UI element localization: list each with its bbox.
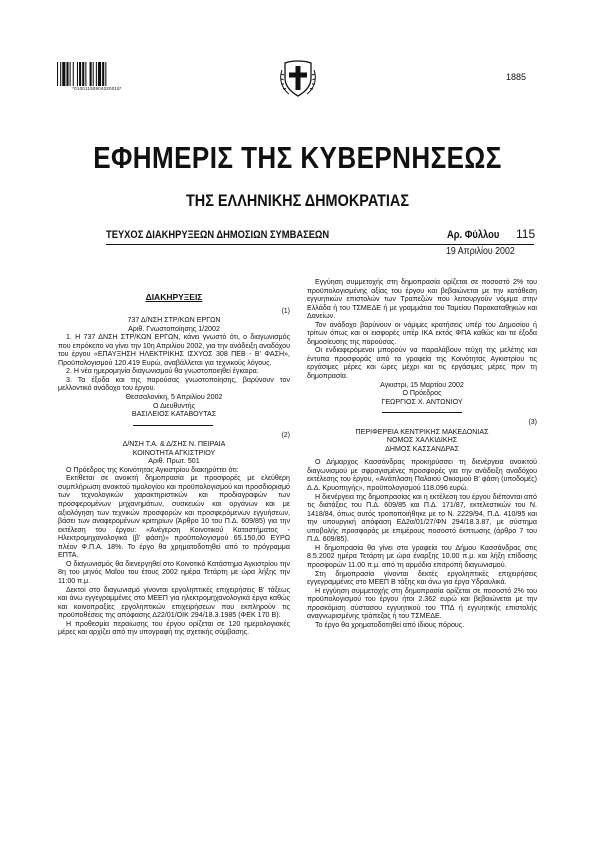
notice2-paragraph: Ο διαγωνισμός θα διενεργηθεί στο Κοινοτικό Κατάστημα Αγκιστρίου την 8η του μηνός Μαΐου του έτους 2002 ημέρα Τετάρτη με ώρα λήξης την 11:00 π.μ. xyxy=(58,559,290,585)
notice2-paragraph: Εκτίθεται σε ανοικτή δημοπρασία με προσφορές με ελεύθερη συμπλήρωση ανοικτού τιμολογίου και προϋπολογισμού και προσδιορισμό των τεχνολογικών χαρακτηριστικών και προδιαγραφών των προσφερομένων μηχανημάτων, συσκευών και οργάνων και με αξιολόγηση των τεχνικών προσφορών και προσφερόμενων εγγυήσεων, βάσει των αναφερομένων κριτηρίων (Άρθρο 10 του Π.Δ. 609/85) για την εκτέλεση του έργου: «Ανέγερση Κοινοτικού Καταστήματος - Ηλεκτρομηχανολογικά (β' φάση)» προϋπολογισμού 65.150,00 ΕΥΡΩ πλέον Φ.Π.Α. 18%. Το έργο θα χρηματοδοτηθεί από το πρόγραμμα ΕΠΤΑ. xyxy=(58,474,290,560)
notice3-authority: ΝΟΜΟΣ ΧΑΛΚΙΔΙΚΗΣ xyxy=(386,436,458,445)
notice1-signer-name: ΒΑΣΙΛΕΙΟΣ ΚΑΤΑΒΟΥΤΑΣ xyxy=(131,410,217,419)
gazette-title: ΕΦΗΜΕΡΙΣ ΤΗΣ ΚΥΒΕΡΝΗΣΕΩΣ xyxy=(93,140,502,175)
left-column xyxy=(58,293,290,637)
notice-divider xyxy=(382,412,462,413)
right-column xyxy=(307,278,537,629)
notice2-signer-name: ΓΕΩΡΓΙΟΣ Χ. ΑΝΤΩΝΙΟΥ xyxy=(381,397,463,406)
notice-ref-3: (3) xyxy=(528,419,537,427)
section-title: ΔΙΑΚΗΡΥΞΕΙΣ xyxy=(145,292,203,302)
notice-ref-1: (1) xyxy=(281,307,290,315)
notice3-authority: ΠΕΡΙΦΕΡΕΙΑ ΚΕΝΤΡΙΚΗΣ ΜΑΚΕΔΟΝΙΑΣ xyxy=(355,427,489,436)
notice2-authority: ΚΟΙΝΟΤΗΤΑ ΑΓΚΙΣΤΡΙΟΥ xyxy=(132,448,216,457)
header-rule xyxy=(106,244,534,245)
notice2-protocol: Αριθ. Πρωτ. 501 xyxy=(148,457,200,466)
gazette-subtitle: ΤΗΣ ΕΛΛΗΝΙΚΗΣ ΔΗΜΟΚΡΑΤΙΑΣ xyxy=(185,191,410,210)
notice1-place-date: Θεσσαλονίκη, 5 Απριλίου 2002 xyxy=(125,393,223,402)
notice1-signer-title: Ο Διευθυντής xyxy=(153,401,195,410)
notice2-authority: Δ/ΝΣΗ Τ.Α. & Δ/ΣΗΣ Ν. ΠΕΙΡΑΙΑ xyxy=(122,440,226,449)
notice2-paragraph: Ο Πρόεδρος της Κοινότητας Αγκιστρίου διακηρύττει ότι: xyxy=(66,465,239,474)
page-number: 1885 xyxy=(506,72,527,82)
notice3-paragraph: Η εγγύηση συμμετοχής στη δημοπρασία ορίζεται σε ποσοστό 2% του προϋπολογισμού του έργου ήτοι 2.362 ευρώ και βεβαιώνεται με την προσκόμιση σύστασου εγγυητικού του ΤΠΔ ή εγγυητικής επιστολής αναγνωρισμένης τράπεζας ή του ΤΣΜΕΔΕ. xyxy=(307,586,537,621)
notice1-paragraph: 1. Η 737 ΔΝΣΗ ΣΤΡ/ΚΩΝ ΕΡΓΩΝ, κάνει γνωστό ότι, ο διαγωνισμός που επρόκειτο να γίνει την 10η Απριλίου 2002, για την ανάδειξη αναδόχου του έργου «ΕΠΑΥΞΗΣΗ ΗΛΕΚΤΡΙΚΗΣ ΙΣΧΥΟΣ 308 ΠΕΒ - Β' ΦΑΣΗ», Προϋπολογισμού 120.419 Ευρώ, αναβάλλεται για τεχνικούς λόγους. xyxy=(58,333,290,367)
notice1-paragraph: 3. Τα έξοδα και της παρούσας γνωστοποίησης, βαρύνουν τον μελλοντικό ανάδοχο του έργου. xyxy=(58,375,290,393)
notice2-paragraph: Δεκτοί στο διαγωνισμό γίνονται εργοληπτικές επιχειρήσεις Β' τάξεως και άνω εγγεγραμμένες στο ΜΕΕΠ για ηλεκτρομηχανολογικά έργα καθώς και κοινοπραξίες εργοληπτικών επιχειρήσεων που εκπληρούν τις προϋποθέσεις της απόφασης Δ22/01/ΟΙΚ 294/18.3.1985 (ΦΕΚ 170 Β). xyxy=(58,585,290,620)
notice3-authority: ΔΗΜΟΣ ΚΑΣΣΑΝΔΡΑΣ xyxy=(385,444,459,453)
issue-label: Αρ. Φύλλου xyxy=(447,229,500,241)
notice1-announcement: Αριθ. Γνωστοποίησης 1/2002 xyxy=(128,324,220,333)
barcode xyxy=(57,62,137,86)
notice3-paragraph: Το έργο θα χρηματοδοτηθεί από ίδιους πόρους. xyxy=(315,620,465,629)
notice1-paragraph: 2. Η νέα ημερομηνία διαγωνισμού θα γνωστοποιηθεί έγκαιρα. xyxy=(66,367,259,376)
issue-series: ΤΕΥΧΟΣ ΔΙΑΚΗΡΥΞΕΩΝ ΔΗΜΟΣΙΩΝ ΣΥΜΒΑΣΕΩΝ xyxy=(106,229,330,241)
notice2-paragraph: Η προθεσμία περαίωσης του έργου ορίζεται σε 120 ημερολογιακές μέρες και αρχίζει από την υπογραφή της σχετικής σύμβασης. xyxy=(58,619,290,637)
notice2-place-date: Αγκιστρι, 15 Μαρτίου 2002 xyxy=(380,380,464,389)
notice3-paragraph: Ο Δήμαρχος Κασσάνδρας προκηρύσσει τη διενέργεια ανοικτού διαγωνισμού με σφραγισμένες προσφορές για την ανάδειξη αναδόχου εκτέλεσης του έργου, «Ανάπλαση Παλαιού Οικισμού Β' φάση (υποδομές) Δ.Δ. Κρυοπηγής», προϋπολογισμού 118.096 ευρώ. xyxy=(307,458,537,493)
greek-coat-of-arms-icon xyxy=(276,56,320,100)
notice2-paragraph: Οι ενδιαφερόμενοι μπορούν να παραλάβουν τεύχη της μελέτης και έντυπα προσφοράς από τα γραφεία της Κοινότητας Αγκιστρίου τις εργάσιμες μέρες και ώρες μέχρι και τις εργάσιμες μέρες πριν τη δημοπρασία. xyxy=(307,346,537,381)
barcode-label: *01001150904020016* xyxy=(72,86,122,91)
notice2-paragraph: Τον ανάδοχο βαρύνουν οι νόμιμες κρατήσεις υπέρ του Δημοσίου ή τρίτων όπως και οι εισφορές υπέρ ΙΚΑ εκτός ΦΠΑ καθώς και τα έξοδα δημοσίευσης της παρούσας. xyxy=(307,320,537,346)
issue-number: 115 xyxy=(516,227,536,241)
notice-ref-2: (2) xyxy=(281,431,290,439)
notice-divider xyxy=(133,425,213,426)
issue-date: 19 Απριλίου 2002 xyxy=(446,246,515,257)
notice1-authority: 737 Δ/ΝΣΗ ΣΤΡ/ΚΩΝ ΕΡΓΩΝ xyxy=(127,316,221,325)
notice2-paragraph: Εγγύηση συμμετοχής στη δημοπρασία ορίζεται σε ποσοστό 2% του προϋπολογισμένης αξίας του έργου και βεβαιώνεται με την κατάθεση εγγυητικών επιστολών των Τραπεζών που λειτουργούν νόμιμα στην Ελλάδα ή του ΤΣΜΕΔΕ ή με γραμμάτια του Ταμείου Παρακαταθηκών και Δανείων. xyxy=(307,278,537,321)
notice3-paragraph: Η διενέργεια της δημοπρασίας και η εκτέλεση του έργου διέπονται από τις διατάξεις του Π.Δ. 609/85 και Π.Δ. 171/87, εκτελεστικών του Ν. 1418/84, όπως αυτός τροποποιήθηκε με το Ν. 2229/94, Π.Δ. 410/95 και την υπουργική απόφαση Ε∆2α/01/27/ΦΝ 294/18.3.87, με σύστημα υποβολής προσφοράς με επιμέρους ποσοστό έκπτωσης (άρθρο 7 του Π.Δ. 609/85). xyxy=(307,492,537,544)
notice3-paragraph: Η δημοπρασία θα γίνει στα γραφεία του Δήμου Κασσάνδρας στις 8.5.2002 ημέρα Τετάρτη με ώρα έναρξης 10.00 π.μ. και λήξη επίδοσης προσφορών 11.00 π.μ. από τη αρμόδια επιτροπή διαγωνισμού. xyxy=(307,543,537,569)
notice2-signer-title: Ο Πρόεδρος xyxy=(402,389,442,398)
notice3-paragraph: Στη δημοπρασία γίνονται δεκτές εργοληπτικές επιχειρήσεις εγγεγραμμένες στο ΜΕΕΠ Β τάξης και άνω για έργα Υδραυλικά. xyxy=(307,569,537,587)
